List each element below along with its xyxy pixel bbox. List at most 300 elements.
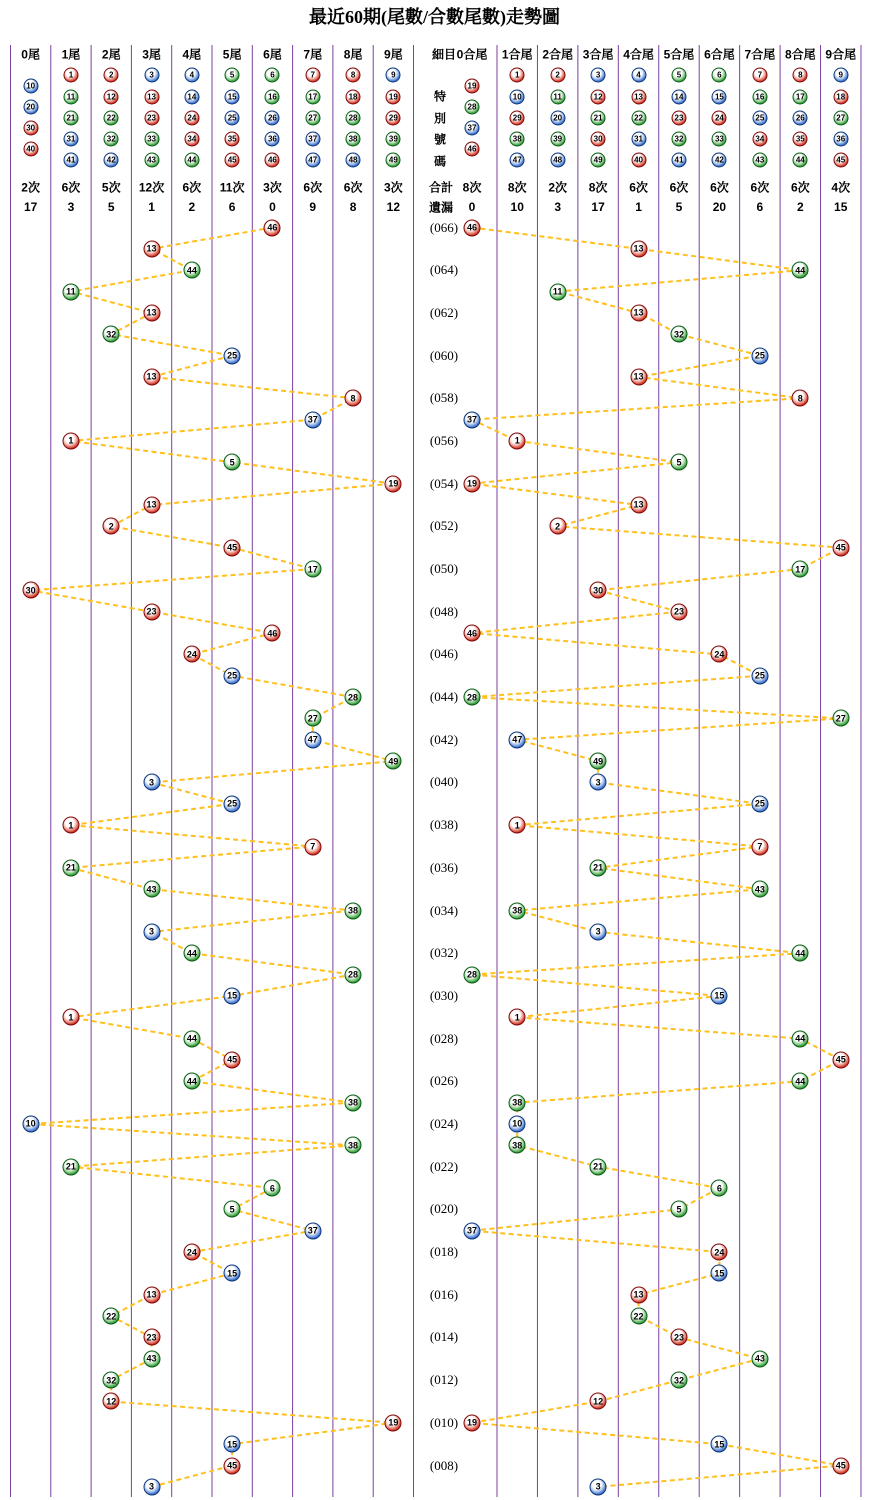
special-ball-sumtail: 19 <box>464 475 481 492</box>
header-ball: 6 <box>712 68 727 83</box>
header-ball: 22 <box>104 110 119 125</box>
special-ball-tail: 37 <box>304 411 321 428</box>
column-header-tail: 0尾 <box>21 47 40 62</box>
header-ball: 29 <box>510 110 525 125</box>
column-header-tail: 5尾 <box>222 47 242 62</box>
miss-cell: 3 <box>554 200 561 214</box>
header-ball: 9 <box>386 68 401 83</box>
miss-cell: 12 <box>386 200 401 214</box>
period-label: (032) <box>429 945 459 961</box>
special-ball-tail: 27 <box>304 710 321 727</box>
miss-cell: 17 <box>23 200 38 214</box>
header-ball: 5 <box>225 68 240 83</box>
header-ball: 15 <box>225 89 240 104</box>
special-ball-tail: 32 <box>103 1372 120 1389</box>
special-ball-sumtail: 5 <box>670 1201 687 1218</box>
special-ball-tail: 15 <box>224 987 241 1004</box>
period-label: (028) <box>429 1030 459 1046</box>
special-ball-tail: 8 <box>345 390 362 407</box>
column-header-tail: 7尾 <box>303 47 323 62</box>
special-ball-sumtail: 17 <box>792 561 809 578</box>
header-ball: 3 <box>144 68 159 83</box>
miss-cell: 10 <box>510 200 524 214</box>
header-ball: 31 <box>631 131 646 146</box>
special-ball-sumtail: 46 <box>464 625 481 642</box>
count-cell: 8次 <box>588 180 608 195</box>
miss-cell: 1 <box>635 200 642 214</box>
special-ball-tail: 46 <box>264 219 281 236</box>
header-ball: 26 <box>265 110 280 125</box>
period-label: (026) <box>429 1073 459 1089</box>
special-ball-sumtail: 45 <box>832 1457 849 1474</box>
column-header-tail: 3尾 <box>142 47 161 62</box>
special-ball-sumtail: 24 <box>711 646 728 663</box>
special-ball-tail: 10 <box>22 1115 39 1132</box>
count-cell: 6次 <box>303 180 323 195</box>
header-ball: 44 <box>793 152 808 167</box>
period-label: (038) <box>429 817 459 833</box>
special-ball-sumtail: 13 <box>630 496 647 513</box>
period-label: (046) <box>429 646 459 662</box>
count-cell: 6次 <box>790 180 810 195</box>
header-ball: 44 <box>184 152 199 167</box>
special-ball-tail: 3 <box>143 923 160 940</box>
special-ball-sumtail: 32 <box>670 1372 687 1389</box>
special-ball-sumtail: 3 <box>590 923 607 940</box>
header-ball: 9 <box>833 68 848 83</box>
miss-cell: 9 <box>309 200 317 214</box>
header-ball: 28 <box>465 100 480 115</box>
column-header-sumtail: 8合尾 <box>784 47 816 62</box>
special-ball-sumtail: 21 <box>590 1158 607 1175</box>
miss-cell: 3 <box>67 200 75 214</box>
special-ball-sumtail: 43 <box>751 881 768 898</box>
special-ball-sumtail: 46 <box>464 219 481 236</box>
special-ball-tail: 45 <box>224 1457 241 1474</box>
special-ball-sumtail: 7 <box>751 838 768 855</box>
period-label: (050) <box>429 561 459 577</box>
special-ball-tail: 23 <box>143 1329 160 1346</box>
header-ball: 38 <box>510 131 525 146</box>
special-ball-tail: 1 <box>62 432 79 449</box>
header-ball: 13 <box>144 89 159 104</box>
special-ball-tail: 44 <box>183 262 200 279</box>
special-ball-tail: 28 <box>345 966 362 983</box>
special-ball-sumtail: 44 <box>792 1073 809 1090</box>
column-header-sumtail: 2合尾 <box>542 47 573 62</box>
period-label: (054) <box>429 475 459 491</box>
special-ball-sumtail: 10 <box>509 1115 526 1132</box>
header-ball: 12 <box>104 89 119 104</box>
count-cell: 2次 <box>21 180 40 195</box>
header-ball: 23 <box>144 110 159 125</box>
header-ball: 47 <box>305 152 320 167</box>
special-ball-sumtail: 25 <box>751 667 768 684</box>
count-cell: 8次 <box>507 180 527 195</box>
special-number-label: 碼 <box>433 154 447 169</box>
special-ball-tail: 13 <box>143 304 160 321</box>
header-ball: 6 <box>265 68 280 83</box>
header-ball: 41 <box>671 152 686 167</box>
count-cell: 4次 <box>831 180 851 195</box>
special-ball-sumtail: 44 <box>792 262 809 279</box>
special-ball-sumtail: 5 <box>670 454 687 471</box>
column-header-tail: 4尾 <box>182 47 202 62</box>
header-ball: 21 <box>591 110 606 125</box>
special-ball-tail: 32 <box>103 326 120 343</box>
header-ball: 20 <box>550 110 565 125</box>
period-label: (040) <box>429 774 459 790</box>
header-ball: 24 <box>712 110 727 125</box>
total-label: 合計 <box>428 180 454 195</box>
count-cell: 2次 <box>548 180 567 195</box>
special-ball-tail: 46 <box>264 625 281 642</box>
header-ball: 23 <box>671 110 686 125</box>
column-header-tail: 9尾 <box>384 47 403 62</box>
miss-cell: 6 <box>756 200 764 214</box>
header-ball: 39 <box>550 131 565 146</box>
count-cell: 6次 <box>61 180 81 195</box>
header-ball: 7 <box>752 68 767 83</box>
special-ball-sumtail: 38 <box>509 1137 526 1154</box>
column-header-detail: 細目 <box>431 47 457 62</box>
header-ball: 47 <box>510 152 525 167</box>
header-ball: 42 <box>712 152 727 167</box>
header-ball: 16 <box>265 89 280 104</box>
period-label: (058) <box>429 390 459 406</box>
header-ball: 14 <box>671 89 686 104</box>
special-ball-tail: 47 <box>304 731 321 748</box>
special-ball-sumtail: 38 <box>509 902 526 919</box>
header-ball: 15 <box>712 89 727 104</box>
header-ball: 45 <box>225 152 240 167</box>
period-label: (020) <box>429 1201 459 1217</box>
header-ball: 13 <box>631 89 646 104</box>
header-ball: 48 <box>346 152 361 167</box>
special-ball-sumtail: 8 <box>792 390 809 407</box>
column-header-sumtail: 4合尾 <box>623 47 654 62</box>
header-ball: 35 <box>225 131 240 146</box>
special-ball-tail: 5 <box>224 1201 241 1218</box>
special-ball-tail: 13 <box>143 368 160 385</box>
special-ball-sumtail: 12 <box>590 1393 607 1410</box>
header-ball: 4 <box>184 68 199 83</box>
period-label: (042) <box>429 731 459 747</box>
special-ball-sumtail: 24 <box>711 1244 728 1261</box>
header-ball: 40 <box>23 142 38 157</box>
special-ball-tail: 38 <box>345 902 362 919</box>
special-ball-tail: 15 <box>224 1436 241 1453</box>
special-ball-tail: 1 <box>62 817 79 834</box>
column-header-sumtail: 1合尾 <box>501 47 533 62</box>
special-ball-tail: 44 <box>183 1073 200 1090</box>
column-header-sumtail: 9合尾 <box>825 47 857 62</box>
miss-cell: 2 <box>188 200 196 214</box>
column-header-sumtail: 5合尾 <box>663 47 695 62</box>
miss-cell: 0 <box>468 200 476 214</box>
special-ball-sumtail: 45 <box>832 1051 849 1068</box>
header-ball: 1 <box>510 68 525 83</box>
special-ball-sumtail: 13 <box>630 368 647 385</box>
special-ball-sumtail: 6 <box>711 1180 728 1197</box>
period-label: (018) <box>429 1244 459 1260</box>
period-label: (044) <box>429 689 459 705</box>
miss-cell: 8 <box>349 200 357 214</box>
period-label: (008) <box>429 1457 459 1473</box>
special-ball-sumtail: 23 <box>670 603 687 620</box>
column-header-sumtail: 3合尾 <box>582 47 614 62</box>
special-ball-sumtail: 28 <box>464 966 481 983</box>
header-ball: 49 <box>591 152 606 167</box>
header-ball: 14 <box>184 89 199 104</box>
period-label: (010) <box>429 1414 459 1430</box>
header-ball: 20 <box>23 100 38 115</box>
count-cell: 12次 <box>138 180 165 195</box>
miss-cell: 15 <box>834 200 848 214</box>
special-ball-sumtail: 44 <box>792 945 809 962</box>
header-ball: 26 <box>793 110 808 125</box>
header-ball: 48 <box>550 152 565 167</box>
special-ball-sumtail: 15 <box>711 1436 728 1453</box>
special-ball-tail: 23 <box>143 603 160 620</box>
special-ball-sumtail: 43 <box>751 1350 768 1367</box>
special-ball-tail: 44 <box>183 1030 200 1047</box>
header-ball: 29 <box>386 110 401 125</box>
count-cell: 6次 <box>669 180 689 195</box>
header-ball: 11 <box>550 89 565 104</box>
header-ball: 30 <box>591 131 606 146</box>
header-ball: 8 <box>793 68 808 83</box>
header-ball: 28 <box>346 110 361 125</box>
count-cell: 3次 <box>384 180 403 195</box>
special-ball-sumtail: 15 <box>711 987 728 1004</box>
special-ball-tail: 45 <box>224 539 241 556</box>
page-title: 最近60期(尾數/合數尾數)走勢圖 <box>309 7 560 27</box>
special-ball-sumtail: 25 <box>751 795 768 812</box>
miss-cell: 17 <box>591 200 605 214</box>
special-ball-sumtail: 28 <box>464 689 481 706</box>
period-label: (056) <box>429 432 459 448</box>
special-ball-sumtail: 21 <box>590 859 607 876</box>
special-ball-tail: 21 <box>62 859 79 876</box>
header-ball: 10 <box>23 78 38 93</box>
period-label: (014) <box>429 1329 459 1345</box>
header-ball: 17 <box>305 89 320 104</box>
period-label: (036) <box>429 859 459 875</box>
special-ball-sumtail: 13 <box>630 240 647 257</box>
special-ball-tail: 43 <box>143 881 160 898</box>
special-ball-sumtail: 3 <box>590 1478 607 1495</box>
count-cell: 6次 <box>343 180 363 195</box>
special-ball-tail: 7 <box>304 838 321 855</box>
period-label: (030) <box>429 987 459 1003</box>
header-ball: 10 <box>510 89 525 104</box>
special-ball-sumtail: 37 <box>464 411 481 428</box>
special-ball-sumtail: 45 <box>832 539 849 556</box>
special-ball-tail: 24 <box>183 1244 200 1261</box>
special-ball-tail: 1 <box>62 1009 79 1026</box>
header-ball: 34 <box>752 131 767 146</box>
period-label: (012) <box>429 1372 459 1388</box>
header-ball: 37 <box>305 131 320 146</box>
header-ball: 45 <box>833 152 848 167</box>
special-number-label: 別 <box>433 111 447 126</box>
header-ball: 18 <box>346 89 361 104</box>
count-cell: 8次 <box>462 180 482 195</box>
special-ball-sumtail: 49 <box>590 753 607 770</box>
special-ball-sumtail: 23 <box>670 1329 687 1346</box>
special-ball-sumtail: 27 <box>832 710 849 727</box>
special-ball-tail: 13 <box>143 496 160 513</box>
special-ball-sumtail: 2 <box>549 518 566 535</box>
special-ball-tail: 12 <box>103 1393 120 1410</box>
special-ball-sumtail: 30 <box>590 582 607 599</box>
miss-cell: 5 <box>675 200 683 214</box>
header-ball: 49 <box>386 152 401 167</box>
header-ball: 41 <box>63 152 78 167</box>
header-ball: 36 <box>265 131 280 146</box>
special-ball-tail: 13 <box>143 1286 160 1303</box>
header-ball: 46 <box>265 152 280 167</box>
special-ball-tail: 19 <box>385 1414 402 1431</box>
miss-label: 遺漏 <box>428 200 454 215</box>
special-ball-tail: 30 <box>22 582 39 599</box>
header-ball: 5 <box>671 68 686 83</box>
column-header-sumtail: 0合尾 <box>456 47 488 62</box>
special-ball-sumtail: 11 <box>549 283 566 300</box>
special-ball-tail: 49 <box>385 753 402 770</box>
header-ball: 16 <box>752 89 767 104</box>
header-ball: 43 <box>752 152 767 167</box>
header-ball: 3 <box>591 68 606 83</box>
header-ball: 2 <box>550 68 565 83</box>
miss-cell: 5 <box>107 200 115 214</box>
header-ball: 25 <box>225 110 240 125</box>
special-ball-sumtail: 1 <box>509 817 526 834</box>
count-cell: 3次 <box>263 180 282 195</box>
header-ball: 38 <box>346 131 361 146</box>
special-ball-sumtail: 47 <box>509 731 526 748</box>
header-ball: 34 <box>184 131 199 146</box>
header-ball: 37 <box>465 121 480 136</box>
header-ball: 33 <box>712 131 727 146</box>
column-header-tail: 2尾 <box>101 47 121 62</box>
header-ball: 25 <box>752 110 767 125</box>
period-label: (066) <box>429 219 459 235</box>
count-cell: 11次 <box>219 180 245 195</box>
special-ball-sumtail: 13 <box>630 1286 647 1303</box>
header-ball: 27 <box>305 110 320 125</box>
special-ball-sumtail: 1 <box>509 432 526 449</box>
period-label: (016) <box>429 1286 459 1302</box>
header-ball: 19 <box>465 78 480 93</box>
special-ball-tail: 6 <box>264 1180 281 1197</box>
header-ball: 22 <box>631 110 646 125</box>
header-ball: 24 <box>184 110 199 125</box>
header-ball: 33 <box>144 131 159 146</box>
period-label: (064) <box>429 262 459 278</box>
special-ball-tail: 15 <box>224 1265 241 1282</box>
special-ball-tail: 45 <box>224 1051 241 1068</box>
count-cell: 6次 <box>182 180 202 195</box>
special-ball-sumtail: 37 <box>464 1222 481 1239</box>
special-ball-sumtail: 13 <box>630 304 647 321</box>
special-ball-tail: 11 <box>62 283 79 300</box>
special-ball-tail: 19 <box>385 475 402 492</box>
period-label: (024) <box>429 1115 459 1131</box>
special-ball-tail: 43 <box>143 1350 160 1367</box>
special-ball-sumtail: 44 <box>792 1030 809 1047</box>
count-cell: 6次 <box>710 180 729 195</box>
period-label: (048) <box>429 603 459 619</box>
special-ball-sumtail: 19 <box>464 1414 481 1431</box>
header-ball: 21 <box>63 110 78 125</box>
special-ball-tail: 3 <box>143 1478 160 1495</box>
header-ball: 30 <box>23 121 38 136</box>
header-ball: 18 <box>833 89 848 104</box>
header-ball: 35 <box>793 131 808 146</box>
header-ball: 17 <box>793 89 808 104</box>
special-ball-tail: 44 <box>183 945 200 962</box>
column-header-sumtail: 6合尾 <box>704 47 735 62</box>
special-ball-tail: 38 <box>345 1137 362 1154</box>
special-ball-tail: 21 <box>62 1158 79 1175</box>
column-header-tail: 6尾 <box>263 47 282 62</box>
special-ball-sumtail: 15 <box>711 1265 728 1282</box>
period-label: (034) <box>429 902 459 918</box>
header-ball: 27 <box>833 110 848 125</box>
column-header-tail: 1尾 <box>61 47 81 62</box>
header-ball: 32 <box>104 131 119 146</box>
column-header-sumtail: 7合尾 <box>744 47 776 62</box>
header-ball: 39 <box>386 131 401 146</box>
header-ball: 32 <box>671 131 686 146</box>
period-label: (052) <box>429 518 459 534</box>
miss-cell: 1 <box>148 200 155 214</box>
special-ball-tail: 28 <box>345 689 362 706</box>
column-header-tail: 8尾 <box>343 47 363 62</box>
special-ball-tail: 37 <box>304 1222 321 1239</box>
special-ball-tail: 25 <box>224 795 241 812</box>
header-ball: 7 <box>305 68 320 83</box>
special-ball-tail: 13 <box>143 240 160 257</box>
special-ball-tail: 24 <box>183 646 200 663</box>
special-ball-tail: 5 <box>224 454 241 471</box>
header-ball: 11 <box>63 89 78 104</box>
special-ball-sumtail: 22 <box>630 1308 647 1325</box>
period-label: (062) <box>429 304 459 320</box>
special-ball-tail: 38 <box>345 1094 362 1111</box>
header-ball: 19 <box>386 89 401 104</box>
period-label: (060) <box>429 347 459 363</box>
header-ball: 2 <box>104 68 119 83</box>
count-cell: 6次 <box>629 180 648 195</box>
header-ball: 12 <box>591 89 606 104</box>
header-ball: 4 <box>631 68 646 83</box>
miss-cell: 20 <box>712 200 727 214</box>
special-ball-sumtail: 32 <box>670 326 687 343</box>
header-ball: 31 <box>63 131 78 146</box>
header-ball: 43 <box>144 152 159 167</box>
miss-cell: 0 <box>269 200 276 214</box>
special-ball-tail: 22 <box>103 1308 120 1325</box>
header-ball: 8 <box>346 68 361 83</box>
special-number-label: 號 <box>433 132 447 147</box>
period-label: (022) <box>429 1158 459 1174</box>
miss-cell: 6 <box>228 200 236 214</box>
special-ball-tail: 3 <box>143 774 160 791</box>
header-ball: 36 <box>833 131 848 146</box>
